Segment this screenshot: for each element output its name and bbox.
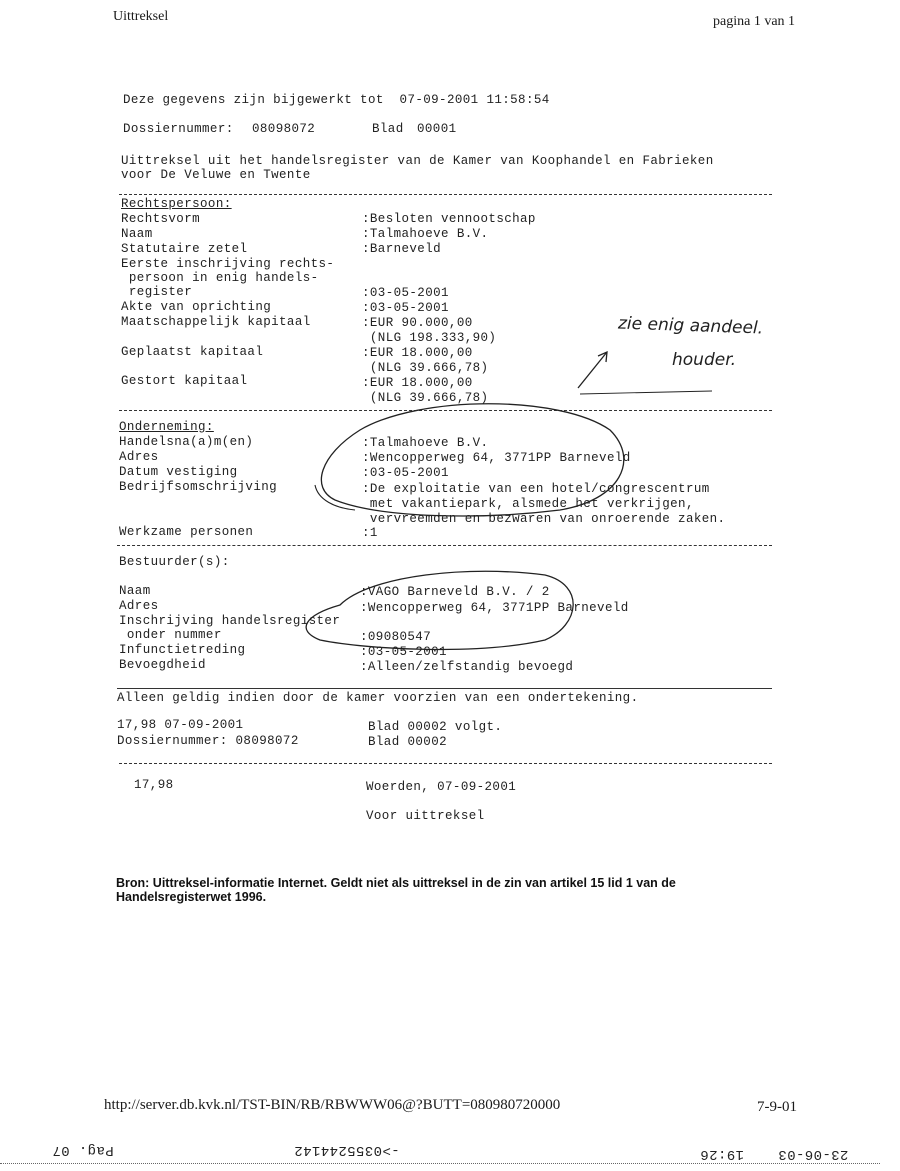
field-label: Bevoegdheid (119, 658, 206, 672)
field-value: :03-05-2001 (362, 286, 449, 300)
field-value: :EUR 18.000,00 (362, 376, 473, 390)
fax-edge-line (0, 1163, 880, 1164)
print-date: 7-9-01 (757, 1099, 797, 1115)
for-extract: Voor uittreksel (366, 809, 485, 823)
field-label: Inschrijving handelsregister (119, 614, 341, 628)
field-value: met vakantiepark, alsmede het verkrijgen, (362, 497, 694, 511)
field-value: (NLG 39.666,78) (362, 391, 489, 405)
field-label: Adres (119, 450, 159, 464)
divider (117, 545, 772, 546)
fax-date: 23-06-03 (778, 1146, 849, 1162)
circle-annotation (315, 485, 355, 510)
divider (119, 763, 772, 764)
extract-chamber: voor De Veluwe en Twente (121, 168, 311, 182)
field-label: Rechtsvorm (121, 212, 201, 226)
arrow-annotation (578, 352, 607, 388)
updated-line: Deze gegevens zijn bijgewerkt tot 07-09-2001 11:58:54 (123, 93, 550, 107)
page-indicator: pagina 1 van 1 (713, 14, 796, 29)
sheet-label: Blad (372, 122, 404, 136)
source-note-line1: Bron: Uittreksel-informatie Internet. Geldt niet als uittreksel in de zin van artikel 15 lid 1 van de (116, 876, 676, 890)
field-label: Akte van oprichting (121, 300, 272, 314)
legal-entity-heading: Rechtspersoon: (121, 197, 232, 211)
page-title: Uittreksel (113, 9, 169, 24)
field-label: Gestort kapitaal (121, 374, 248, 388)
field-value: (NLG 39.666,78) (362, 361, 489, 375)
fax-time: 19:26 (700, 1146, 745, 1162)
validity-note: Alleen geldig indien door de kamer voorzien van een ondertekening. (117, 691, 639, 705)
field-label: persoon in enig handels- (121, 271, 319, 285)
extract-description: Uittreksel uit het handelsregister van de Kamer van Koophandel en Fabrieken (121, 154, 714, 168)
field-label: Datum vestiging (119, 465, 238, 479)
dossier-line: Dossiernummer: 08098072 (117, 734, 299, 748)
field-label: Werkzame personen (119, 525, 254, 539)
dossier-number: 08098072 (252, 122, 316, 136)
field-value: (NLG 198.333,90) (362, 331, 497, 345)
field-value: :09080547 (360, 630, 432, 644)
field-label: register (121, 285, 193, 299)
underline-annotation (580, 391, 712, 394)
field-label: Maatschappelijk kapitaal (121, 315, 311, 329)
field-value: :EUR 90.000,00 (362, 316, 473, 330)
next-sheet-note: Blad 00002 volgt. (368, 720, 503, 734)
field-label: Naam (119, 584, 151, 598)
field-label: onder nummer (119, 628, 222, 642)
field-value: :03-05-2001 (360, 645, 447, 659)
fax-page: Pag. 07 (52, 1142, 114, 1158)
field-value: :Besloten vennootschap (362, 212, 536, 226)
field-label: Geplaatst kapitaal (121, 345, 264, 359)
divider (117, 688, 772, 689)
field-value: :Talmahoeve B.V. (362, 227, 489, 241)
handwritten-note-line2: houder. (672, 350, 737, 370)
fee-date: 17,98 07-09-2001 (117, 718, 244, 732)
divider (119, 410, 772, 411)
fax-number: ->0355244142 (294, 1142, 400, 1158)
field-value: vervreemden en bezwaren van onroerende zaken. (362, 512, 726, 526)
handwritten-note-line1: zie enig aandeel. (617, 313, 764, 339)
field-value: :Talmahoeve B.V. (362, 436, 489, 450)
field-value: :EUR 18.000,00 (362, 346, 473, 360)
field-value: :Wencopperweg 64, 3771PP Barneveld (362, 451, 631, 465)
field-value: :1 (362, 526, 378, 540)
arrow-annotation (598, 352, 607, 362)
field-value: :03-05-2001 (362, 466, 449, 480)
place-date: Woerden, 07-09-2001 (366, 780, 517, 794)
field-value: :Wencopperweg 64, 3771PP Barneveld (360, 601, 629, 615)
directors-heading: Bestuurder(s): (119, 555, 230, 569)
field-value: :Alleen/zelfstandig bevoegd (360, 660, 574, 674)
field-label: Bedrijfsomschrijving (119, 480, 278, 494)
field-value: :De exploitatie van een hotel/congrescentrum (362, 482, 710, 496)
field-value: :VAGO Barneveld B.V. / 2 (360, 585, 550, 599)
enterprise-heading: Onderneming: (119, 420, 214, 434)
field-value: :03-05-2001 (362, 301, 449, 315)
fee-amount: 17,98 (134, 778, 174, 792)
sheet-number: 00001 (417, 122, 457, 136)
sheet-line: Blad 00002 (368, 735, 448, 749)
source-url: http://server.db.kvk.nl/TST-BIN/RB/RBWWW06@?BUTT=080980720000 (104, 1097, 561, 1113)
field-label: Statutaire zetel (121, 242, 248, 256)
field-label: Naam (121, 227, 153, 241)
dossier-label: Dossiernummer: (123, 122, 234, 136)
field-value: :Barneveld (362, 242, 442, 256)
source-note-line2: Handelsregisterwet 1996. (116, 890, 267, 904)
divider (119, 194, 772, 195)
field-label: Adres (119, 599, 159, 613)
field-label: Handelsna(a)m(en) (119, 435, 254, 449)
field-label: Eerste inschrijving rechts- (121, 257, 335, 271)
field-label: Infunctietreding (119, 643, 246, 657)
